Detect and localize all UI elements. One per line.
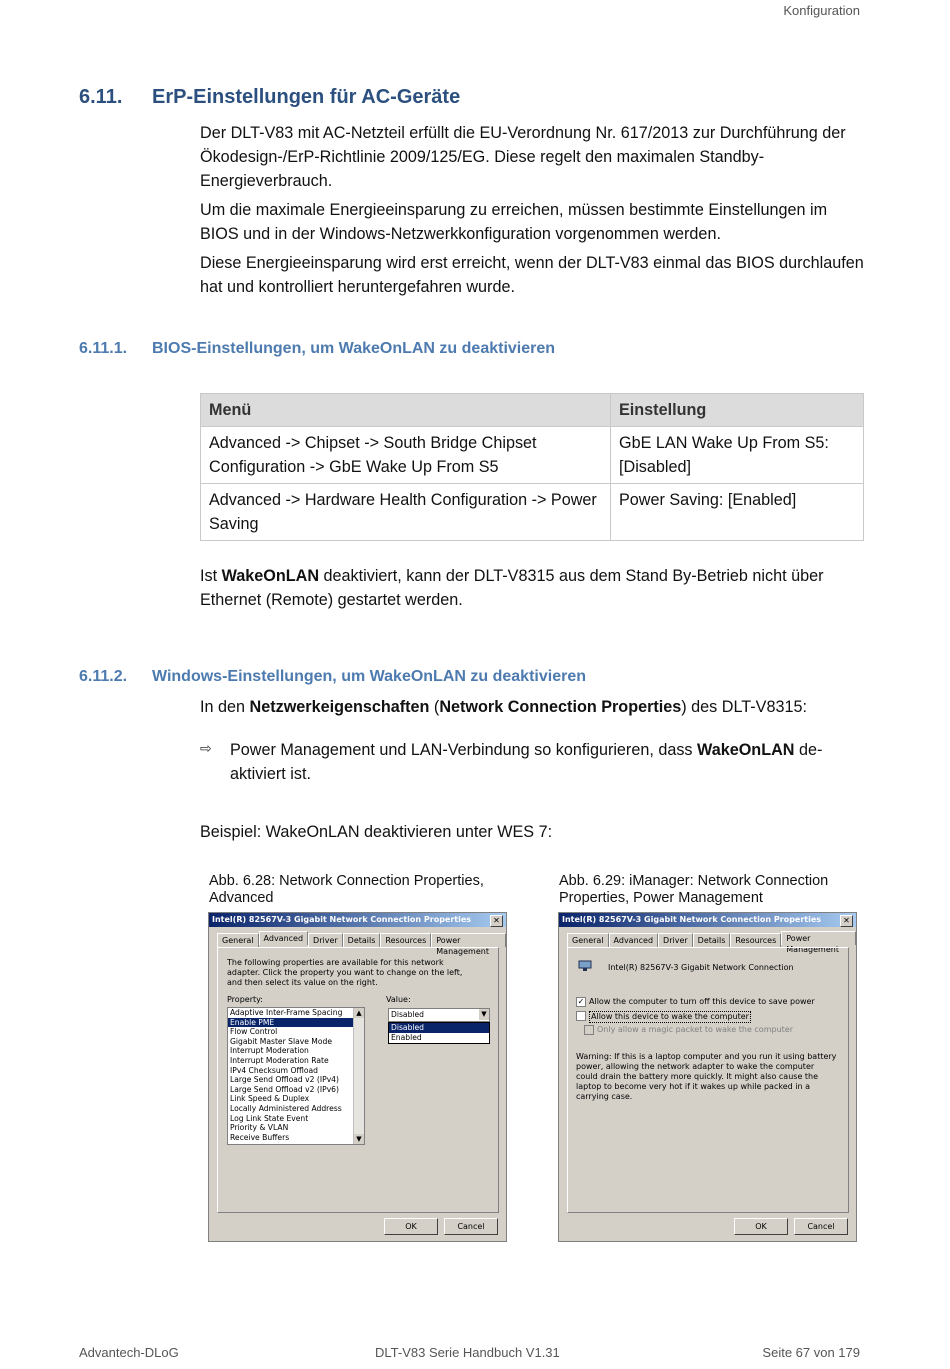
scroll-up-icon[interactable]: ▲ (354, 1008, 364, 1018)
wakeonlan-note (200, 564, 865, 612)
example-line: Beispiel: WakeOnLAN deaktivieren unter WES 7: (200, 823, 553, 841)
intro-paragraph-1: Der DLT-V83 mit AC-Netzteil erfüllt die EU-Verordnung Nr. 617/2013 zur Durchführung der Ökodesign-/ErP-Richtlinie 2009/125/EG. Diese regelt den maximalen Standby-Energieverbrauch. (200, 124, 846, 190)
tab-details[interactable]: Details (693, 933, 731, 947)
subsection-2-intro (200, 695, 865, 719)
table-header-setting: Einstellung (611, 394, 864, 427)
arrow-bullet-icon: ⇨ (200, 740, 212, 756)
list-item[interactable]: Interrupt Moderation (230, 1046, 309, 1056)
close-icon[interactable]: ✕ (490, 915, 503, 927)
figure-2-caption: Abb. 6.29: iManager: Network Connection Properties, Power Management (559, 873, 829, 906)
list-item[interactable]: Disabled (389, 1023, 489, 1033)
list-item[interactable]: Enabled (391, 1032, 422, 1042)
advanced-panel (217, 947, 499, 1213)
dialog-title: Intel(R) 82567V-3 Gigabit Network Connection Properties (209, 913, 506, 927)
bullet-text: Power Management und LAN-Verbindung so konfigurieren, dass (230, 741, 698, 759)
tab-power-management[interactable]: Power Management (431, 933, 506, 947)
tab-power-management[interactable]: Power Management (781, 931, 856, 945)
value-selected: Disabled (391, 1010, 424, 1019)
table-header-menu: Menü (201, 394, 611, 427)
list-item[interactable]: Enable PME (228, 1018, 364, 1028)
intro-paragraph-3: Diese Energieeinsparung wird erst erreicht, wenn der DLT-V83 einmal das BIOS durchlaufen hat und kontrolliert heruntergefahren wurde. (200, 254, 864, 296)
tab-driver[interactable]: Driver (658, 933, 693, 947)
list-item[interactable]: Large Send Offload v2 (IPv4) (230, 1075, 339, 1085)
listbox-scrollbar[interactable] (353, 1008, 364, 1144)
note-text: deaktiviert, kann der DLT-V8315 aus dem Stand By-Betrieb nicht über Ethernet (Remote) gestartet werden. (200, 567, 824, 609)
dialog-tabs (567, 933, 856, 954)
note-bold-term: WakeOnLAN (221, 567, 320, 585)
list-item[interactable]: Log Link State Event (230, 1113, 309, 1123)
list-item[interactable]: Receive Buffers (230, 1132, 290, 1142)
tab-general[interactable]: General (217, 933, 259, 947)
dialog-title: Intel(R) 82567V-3 Gigabit Network Connection Properties (559, 913, 856, 927)
list-item[interactable]: Priority & VLAN (230, 1123, 289, 1133)
tab-advanced[interactable]: Advanced (609, 933, 659, 947)
section-title: ErP-Einstellungen für AC-Geräte (152, 86, 461, 108)
intro-bold-term: Network Connection Properties (439, 698, 682, 716)
running-header: Konfiguration (783, 3, 860, 18)
cancel-button[interactable]: Cancel (794, 1218, 848, 1235)
tab-details[interactable]: Details (343, 933, 381, 947)
subsection-2-number: 6.11.2. (79, 668, 128, 685)
footer-page-number: Seite 67 von 179 (762, 1345, 860, 1360)
footer-center: DLT-V83 Serie Handbuch V1.31 (375, 1345, 560, 1360)
magic-packet-label: Only allow a magic packet to wake the computer (597, 1025, 793, 1034)
list-item[interactable]: Large Send Offload v2 (IPv6) (230, 1084, 339, 1094)
section-number: 6.11. (79, 86, 123, 108)
dialog-tabs (217, 933, 506, 956)
magic-packet-checkbox[interactable] (584, 1025, 594, 1035)
ok-button[interactable]: OK (384, 1218, 438, 1235)
tab-advanced[interactable]: Advanced (259, 931, 309, 945)
footer-left: Advantech-DLoG (79, 1345, 179, 1360)
advanced-description: The following properties are available for this network adapter. Click the property you want to change on the left, and then select its value on the right. (227, 958, 463, 987)
list-item[interactable]: Link Speed & Duplex (230, 1094, 310, 1104)
table-cell-menu: Advanced -> Hardware Health Configuration -> Power Saving (201, 484, 611, 541)
bios-settings-table (200, 393, 864, 541)
ok-button[interactable]: OK (734, 1218, 788, 1235)
value-label: Value: (386, 995, 411, 1004)
intro-text: ) des DLT-V8315: (681, 698, 807, 716)
subsection-1-title: BIOS-Einstellungen, um WakeOnLAN zu deaktivieren (152, 340, 556, 357)
bullet-bold-term: WakeOnLAN (697, 741, 795, 759)
intro-text: In den (200, 698, 250, 716)
property-listbox[interactable] (227, 1007, 365, 1145)
list-item[interactable]: Gigabit Master Slave Mode (230, 1036, 332, 1046)
table-cell-setting: GbE LAN Wake Up From S5: [Disabled] (611, 427, 864, 484)
power-management-panel (567, 947, 849, 1213)
note-text: Ist (200, 567, 222, 585)
figure-2-dialog (558, 912, 857, 1242)
figure-1-dialog (208, 912, 507, 1242)
battery-warning: Warning: If this is a laptop computer and you run it using battery power, allowing the network adapter to wake the computer could drain the battery more quickly. It might also cause the laptop to become very hot if it wakes up while packed in a carrying case. (576, 1052, 837, 1101)
subsection-1-number: 6.11.1. (79, 340, 128, 357)
list-item[interactable]: Locally Administered Address (230, 1103, 342, 1113)
table-row (201, 427, 864, 484)
allow-turn-off-label: Allow the computer to turn off this device to save power (589, 997, 815, 1006)
bullet-text: de-aktiviert ist. (230, 741, 823, 783)
list-item[interactable]: Interrupt Moderation Rate (230, 1055, 329, 1065)
list-item[interactable]: Flow Control (230, 1027, 278, 1037)
tab-resources[interactable]: Resources (380, 933, 431, 947)
network-adapter-icon (578, 960, 592, 972)
subsection-2-title: Windows-Einstellungen, um WakeOnLAN zu deaktivieren (152, 668, 586, 685)
intro-text: ( (429, 698, 440, 716)
adapter-name: Intel(R) 82567V-3 Gigabit Network Connection (608, 963, 794, 972)
tab-general[interactable]: General (567, 933, 609, 947)
chevron-down-icon[interactable]: ▼ (479, 1009, 489, 1020)
tab-driver[interactable]: Driver (308, 933, 343, 947)
allow-wake-label: Allow this device to wake the computer (591, 1012, 749, 1021)
cancel-button[interactable]: Cancel (444, 1218, 498, 1235)
bullet-item (230, 738, 850, 786)
list-item[interactable]: IPv4 Checksum Offload (230, 1065, 318, 1075)
intro-bold-term: Netzwerkeigenschaften (249, 698, 430, 716)
property-label: Property: (227, 995, 263, 1004)
intro-paragraph-2: Um die maximale Energieeinsparung zu erreichen, müssen bestimmte Einstellungen im BIOS und in der Windows-Netzwerkkonfiguration vorgenommen werden. (200, 201, 828, 243)
figure-1-caption: Abb. 6.28: Network Connection Properties, Advanced (209, 873, 484, 906)
allow-wake-checkbox[interactable] (576, 1011, 586, 1021)
value-dropdown[interactable] (388, 1008, 490, 1022)
table-row (201, 484, 864, 541)
list-item[interactable]: Adaptive Inter-Frame Spacing (230, 1008, 343, 1017)
scroll-down-icon[interactable]: ▼ (354, 1134, 364, 1144)
close-icon[interactable]: ✕ (840, 915, 853, 927)
table-cell-setting: Power Saving: [Enabled] (611, 484, 864, 541)
value-options-list[interactable] (388, 1022, 490, 1044)
tab-resources[interactable]: Resources (730, 933, 781, 947)
table-header-row (201, 394, 864, 427)
allow-turn-off-checkbox[interactable]: ✓ (577, 997, 585, 1006)
table-cell-menu: Advanced -> Chipset -> South Bridge Chipset Configuration -> GbE Wake Up From S5 (201, 427, 611, 484)
